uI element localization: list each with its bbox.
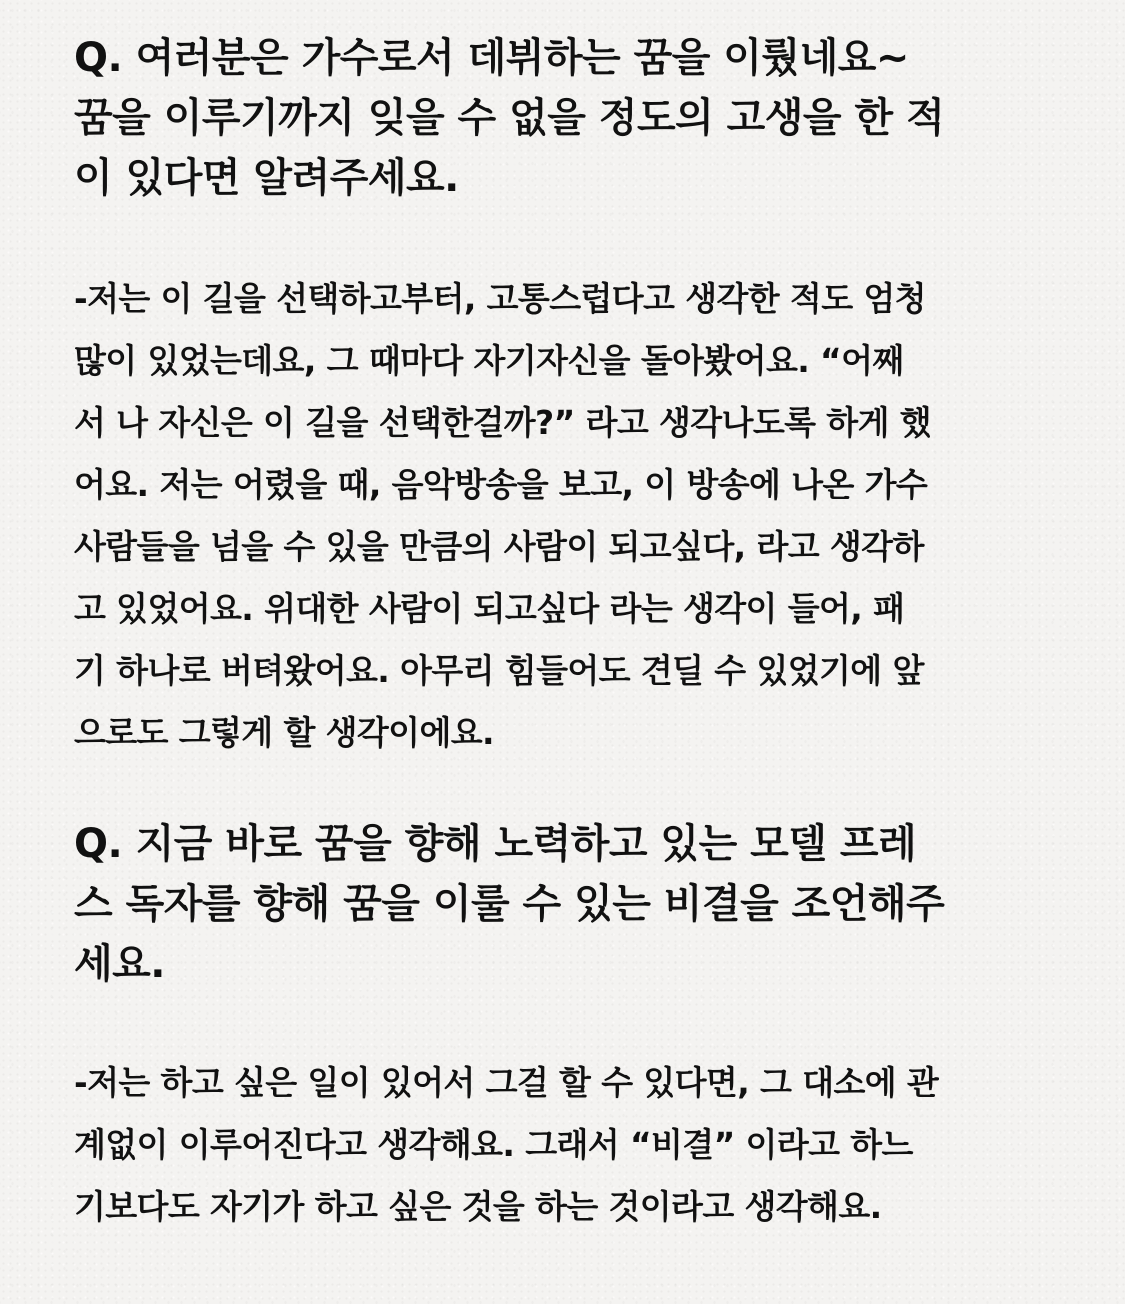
answer-1 <box>74 268 1065 764</box>
answer-2 <box>74 1052 1065 1238</box>
answer-1-line: 어요. 저는 어렸을 때, 음악방송을 보고, 이 방송에 나온 가수 <box>74 465 928 504</box>
question-2-line: Q. 지금 바로 꿈을 향해 노력하고 있는 모델 프레 <box>74 821 917 867</box>
answer-1-line: 고 있었어요. 위대한 사람이 되고싶다 라는 생각이 들어, 패 <box>74 589 905 628</box>
answer-2-line: 계없이 이루어진다고 생각해요. 그래서 “비결” 이라고 하느 <box>74 1125 913 1164</box>
answer-1-line: 사람들을 넘을 수 있을 만큼의 사람이 되고싶다, 라고 생각하 <box>74 527 924 566</box>
question-1-line: 꿈을 이루기까지 잊을 수 없을 정도의 고생을 한 적 <box>74 95 945 141</box>
answer-2-line: 기보다도 자기가 하고 싶은 것을 하는 것이라고 생각해요. <box>74 1187 882 1226</box>
answer-1-line: 많이 있었는데요, 그 때마다 자기자신을 돌아봤어요. “어째 <box>74 341 904 380</box>
answer-1-line: 으로도 그렇게 할 생각이에요. <box>74 713 494 752</box>
question-2-line: 세요. <box>74 941 165 987</box>
question-1 <box>74 28 1065 208</box>
answer-2-line: -저는 하고 싶은 일이 있어서 그걸 할 수 있다면, 그 대소에 관 <box>74 1063 939 1102</box>
question-1-line: 이 있다면 알려주세요. <box>74 155 459 201</box>
answer-1-line: -저는 이 길을 선택하고부터, 고통스럽다고 생각한 적도 엄청 <box>74 279 926 318</box>
answer-1-line: 서 나 자신은 이 길을 선택한걸까?” 라고 생각나도록 하게 했 <box>74 403 932 442</box>
question-1-line: Q. 여러분은 가수로서 데뷔하는 꿈을 이뤘네요~ <box>74 35 909 81</box>
answer-1-line: 기 하나로 버텨왔어요. 아무리 힘들어도 견딜 수 있었기에 앞 <box>74 651 924 690</box>
question-2-line: 스 독자를 향해 꿈을 이룰 수 있는 비결을 조언해주 <box>74 881 945 927</box>
question-2 <box>74 814 1065 994</box>
